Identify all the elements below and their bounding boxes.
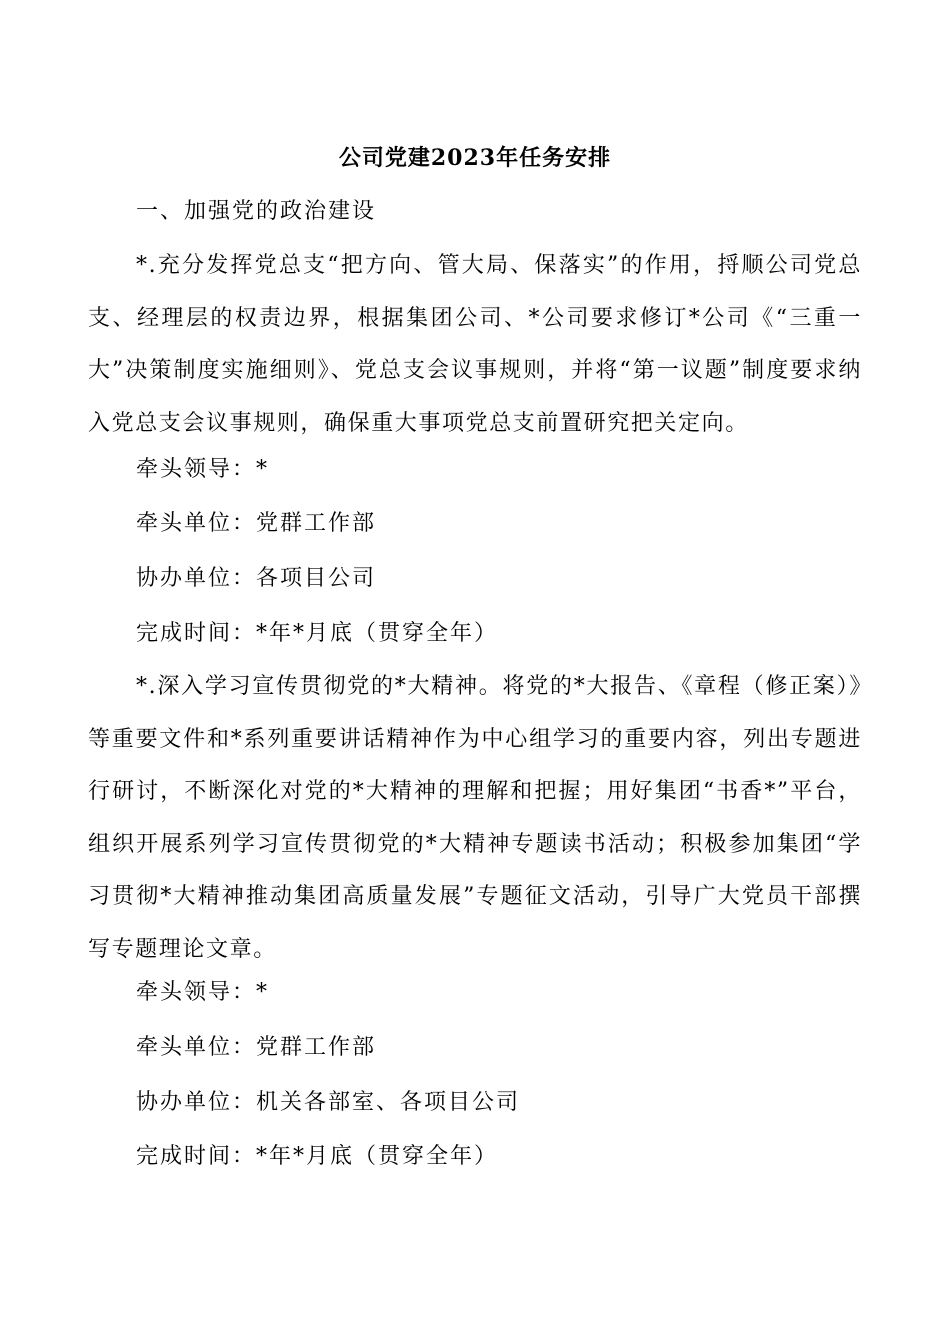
task-2-lead: 牵头领导：*	[136, 980, 270, 1005]
task-paragraph-1: *.充分发挥党总支“把方向、管大局、保落实”的作用，捋顺公司党总支、经理层的权责边界，根据集团公司、*公司要求修订*公司《“三重一大”决策制度实施细则》、党总支会议事规则，并将“第一议题”制度要求纳入党总支会议事规则，确保重大事项党总支前置研究把关定向。	[88, 253, 862, 436]
section-heading: 一、加强党的政治建设	[136, 199, 377, 224]
task-1-deadline: 完成时间：*年*月底（贯穿全年）	[136, 621, 499, 646]
task-1-unit: 牵头单位：党群工作部	[136, 511, 377, 536]
task-1-lead: 牵头领导：*	[136, 457, 270, 482]
task-paragraph-2: *.深入学习宣传贯彻党的*大精神。将党的*大报告、《章程（修正案）》等重要文件和*系列重要讲话精神作为中心组学习的重要内容，列出专题进行研讨，不断深化对党的*大精神的理解和把握；用好集团“书香*”平台，组织开展系列学习宣传贯彻党的*大精神专题读书活动；积极参加集团“学习贯彻*大精神推动集团高质量发展”专题征文活动，引导广大党员干部撰写专题理论文章。	[88, 674, 862, 962]
task-2-deadline: 完成时间：*年*月底（贯穿全年）	[136, 1144, 499, 1169]
document-title: 公司党建2023年任务安排	[338, 145, 612, 171]
task-2-unit: 牵头单位：党群工作部	[136, 1035, 377, 1060]
task-1-assist: 协办单位：各项目公司	[136, 566, 377, 591]
task-2-assist: 协办单位：机关各部室、各项目公司	[136, 1090, 521, 1115]
